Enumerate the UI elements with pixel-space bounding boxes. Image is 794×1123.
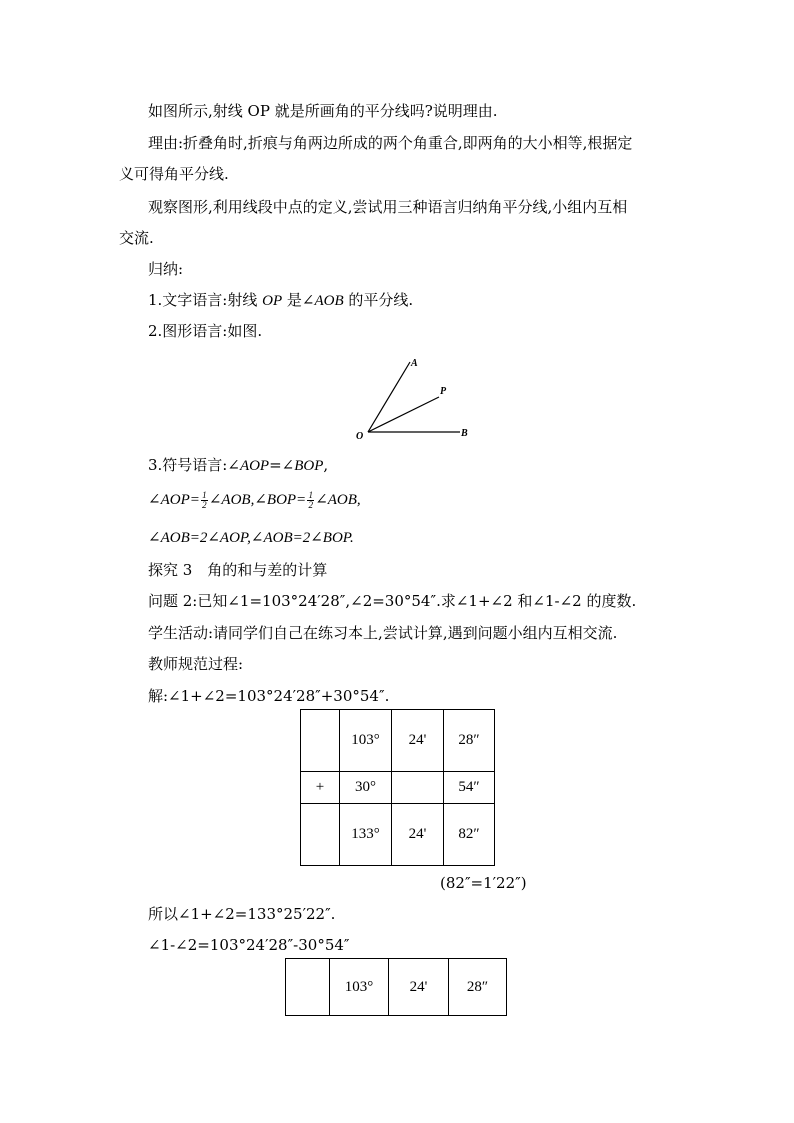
addition-table: [300, 709, 495, 866]
ray-op: OP: [262, 293, 283, 309]
fraction-den: 2: [202, 500, 207, 511]
paragraph-question: 如图所示,射线 OP 就是所画角的平分线吗?说明理由.: [148, 102, 498, 120]
table-row: [286, 959, 507, 1016]
label-o: O: [356, 431, 364, 442]
item3-prefix: 3.符号语言:∠: [148, 456, 240, 474]
item3-eq: =∠: [269, 456, 295, 474]
carry-note: (82″=1′22″): [440, 874, 527, 892]
table-row: [301, 772, 495, 804]
student-activity: 学生活动:请同学们自己在练习本上,尝试计算,遇到问题小组内互相交流.: [148, 624, 618, 642]
section-title: 探究 3 角的和与差的计算: [148, 561, 328, 579]
paragraph-reason-1: 理由:折叠角时,折痕与角两边所成的两个角重合,即两角的大小相等,根据定: [148, 134, 633, 152]
formula-half-a: ∠AOP=: [148, 492, 200, 508]
item3-comma: ,: [323, 456, 329, 474]
fraction-half-1: [201, 491, 208, 510]
table-cell: [301, 804, 340, 866]
teacher-process: 教师规范过程:: [148, 655, 244, 673]
table-cell: 133°: [340, 804, 392, 866]
paragraph-observe-2: 交流.: [119, 229, 154, 247]
subtraction-table: [285, 958, 507, 1016]
table-cell: [286, 959, 330, 1016]
summary-item-1: [148, 290, 413, 311]
table-cell: 54″: [444, 772, 495, 804]
table-cell: [301, 710, 340, 772]
formula-half: [148, 490, 361, 510]
fraction-num: 1: [202, 490, 207, 501]
paragraph-reason-2: 义可得角平分线.: [119, 165, 229, 183]
table-cell: 28″: [444, 710, 495, 772]
table-cell: 103°: [330, 959, 389, 1016]
table-cell: [392, 772, 444, 804]
table-cell: 24': [389, 959, 449, 1016]
paragraph-observe-1: 观察图形,利用线段中点的定义,尝试用三种语言归纳角平分线,小组内互相: [148, 198, 628, 216]
fraction-den: 2: [308, 500, 313, 511]
table-cell: 24': [392, 804, 444, 866]
angle-bisector-figure: [350, 352, 490, 444]
label-a: A: [411, 358, 418, 369]
table-row: [301, 804, 495, 866]
question-2: 问题 2:已知∠1=103°24′28″,∠2=30°54″.求∠1+∠2 和∠1-∠2 的度数.: [148, 592, 637, 610]
formula-half-c: ∠AOB,: [315, 492, 361, 508]
item1-prefix: 1.文字语言:射线: [148, 291, 263, 309]
result-line: 所以∠1+∠2=133°25′22″.: [148, 905, 336, 923]
angle-aop: AOP: [239, 458, 270, 474]
label-b: B: [461, 428, 468, 439]
formula-double: ∠AOB=2∠AOP,∠AOB=2∠BOP.: [148, 530, 354, 546]
item1-mid: 是∠: [282, 291, 315, 309]
table-cell: +: [301, 772, 340, 804]
fraction-num: 1: [308, 490, 313, 501]
solution-line: 解:∠1+∠2=103°24′28″+30°54″.: [148, 687, 390, 705]
fraction-half-2: [307, 491, 314, 510]
table-cell: 82″: [444, 804, 495, 866]
summary-item-3: [148, 455, 328, 476]
formula-half-b: ∠AOB,∠BOP=: [208, 492, 307, 508]
angle-aob: AOB: [314, 293, 344, 309]
angle-bop: BOP: [294, 458, 324, 474]
table-cell: 103°: [340, 710, 392, 772]
table-cell: 28″: [449, 959, 507, 1016]
difference-line: ∠1-∠2=103°24′28″-30°54″: [148, 936, 350, 954]
table-row: [301, 710, 495, 772]
item1-suffix: 的平分线.: [343, 291, 414, 309]
label-p: P: [440, 386, 447, 397]
table-cell: 24': [392, 710, 444, 772]
table-cell: 30°: [340, 772, 392, 804]
summary-item-2: 2.图形语言:如图.: [148, 322, 263, 340]
summary-heading: 归纳:: [148, 260, 184, 278]
